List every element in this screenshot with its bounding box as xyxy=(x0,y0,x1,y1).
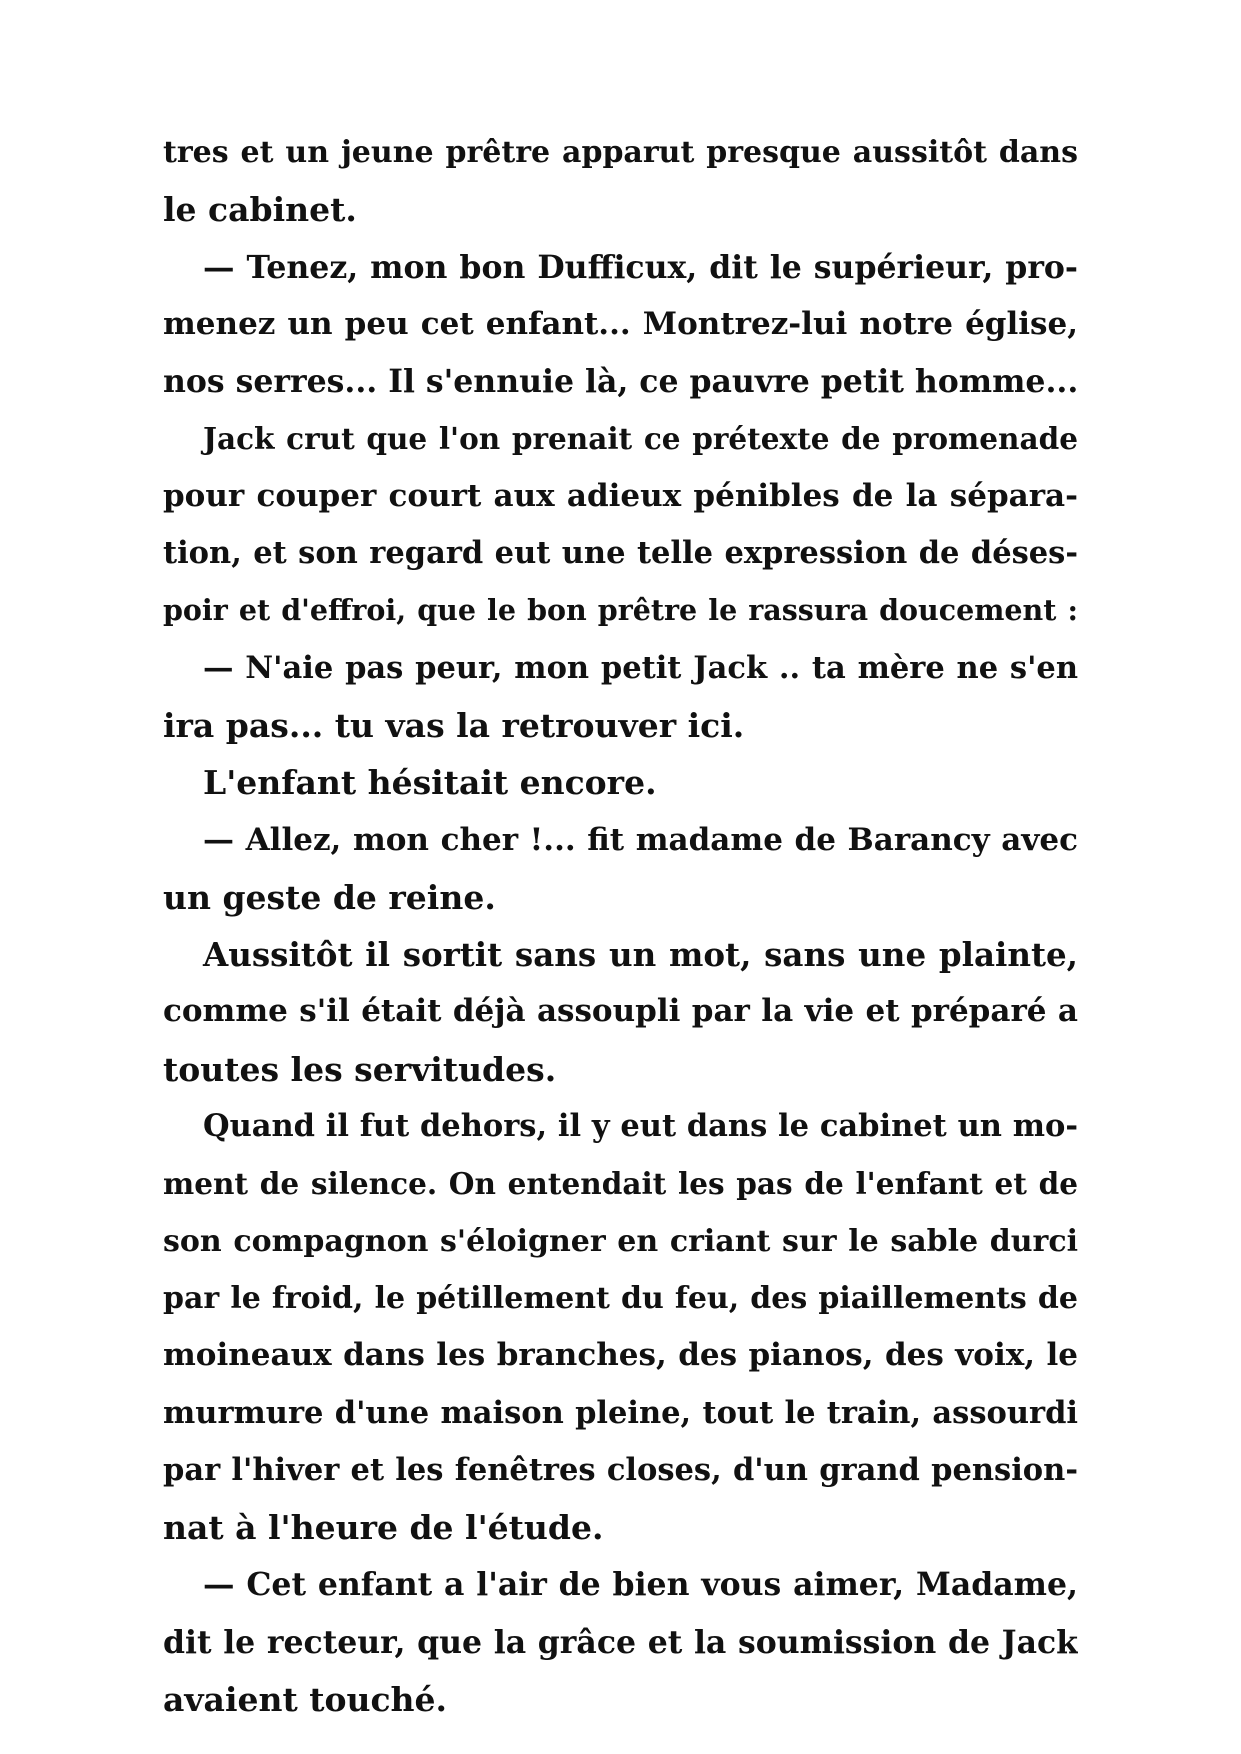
text-line: Jack crut que l'on prenait ce prétexte de promenade xyxy=(203,421,1078,457)
text-line: Aussitôt il sortit sans un mot, sans une plainte, xyxy=(203,935,1078,975)
text-line: ira pas... tu vas la retrouver ici. xyxy=(163,705,745,745)
text-line: poir et d'effroi, que le bon prêtre le rassura doucement : xyxy=(163,593,1078,628)
text-line: le cabinet. xyxy=(163,190,357,230)
text-line: un geste de reine. xyxy=(163,877,496,917)
text-line: menez un peu cet enfant... Montrez-lui notre église, xyxy=(163,305,1078,342)
text-line: — Tenez, mon bon Dufficux, dit le supérieur, pro- xyxy=(203,248,1078,286)
text-line: — Cet enfant a l'air de bien vous aimer, Madame, xyxy=(203,1566,1078,1604)
text-line: par l'hiver et les fenêtres closes, d'un grand pension- xyxy=(163,1451,1078,1488)
text-line: par le froid, le pétillement du feu, des piaillements de xyxy=(163,1280,1078,1316)
text-line: murmure d'une maison pleine, tout le train, assourdi xyxy=(163,1394,1078,1431)
text-line: tres et un jeune prêtre apparut presque aussitôt dans xyxy=(163,135,1078,170)
text-line: — Allez, mon cher !... fit madame de Barancy avec xyxy=(203,821,1078,858)
body-text xyxy=(163,124,1078,1728)
text-line: dit le recteur, que la grâce et la soumission de Jack xyxy=(163,1623,1078,1661)
text-line: son compagnon s'éloigner en criant sur le sable durci xyxy=(163,1223,1078,1259)
text-line: pour couper court aux adieux pénibles de la sépara- xyxy=(163,477,1078,514)
text-line: comme s'il était déjà assoupli par la vie et préparé a xyxy=(163,993,1078,1030)
text-line: nos serres... Il s'ennuie là, ce pauvre petit homme... xyxy=(163,363,1078,401)
text-line: avaient touché. xyxy=(163,1680,448,1720)
text-line: tion, et son regard eut une telle expression de déses- xyxy=(163,535,1078,572)
text-line: nat à l'heure de l'étude. xyxy=(163,1508,604,1548)
text-line: moineaux dans les branches, des pianos, des voix, le xyxy=(163,1337,1078,1374)
text-line: Quand il fut dehors, il y eut dans le cabinet un mo- xyxy=(203,1108,1078,1145)
text-line: toutes les servitudes. xyxy=(163,1049,557,1089)
text-line: L'enfant hésitait encore. xyxy=(203,763,657,803)
text-line: — N'aie pas peur, mon petit Jack .. ta mère ne s'en xyxy=(203,649,1078,686)
text-line: ment de silence. On entendait les pas de l'enfant et de xyxy=(163,1166,1078,1202)
